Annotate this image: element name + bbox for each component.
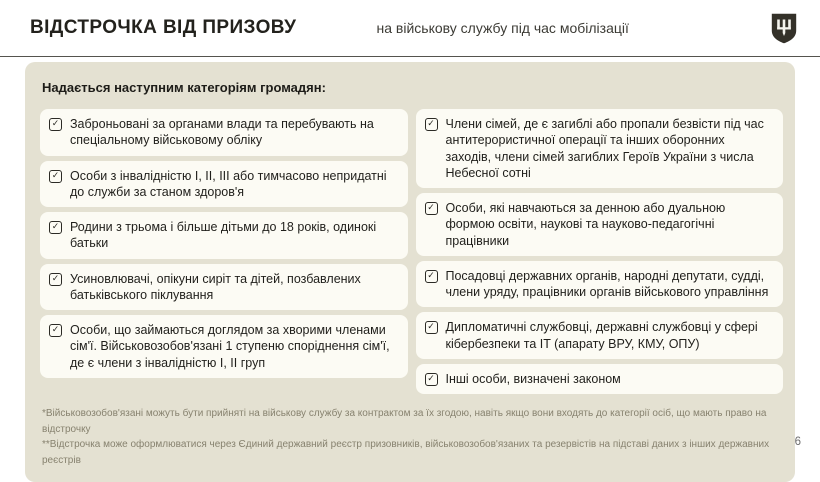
checked-checkbox-icon: ✓ [49,170,62,183]
categories-column-right [416,109,784,394]
page-subtitle: на військову службу під час мобілізації [376,20,629,36]
checked-checkbox-icon: ✓ [425,202,438,215]
category-card [40,161,408,208]
category-text: Дипломатичні службовці, державні службовці у сфері кібербезпеки та IT (апарату ВРУ, КМУ, ОПУ) [445,320,758,351]
category-text: Особи, які навчаються за денною або дуальною формою освіти, наукові та науково-педагогічні працівники [445,201,726,248]
category-card [40,109,408,156]
category-text: Особи, що займаються доглядом за хворими членами сім'ї. Військовозобов'язані 1 ступеню споріднення сім'ї, де є члени з інвалідністю I, II груп [70,323,390,370]
checked-checkbox-icon: ✓ [425,373,438,386]
checked-checkbox-icon: ✓ [49,221,62,234]
category-text: Члени сімей, де є загиблі або пропали безвісти під час антитерористичної операції та інших оборонних заходів, члени сімей загиблих Героїв України з числа Небесної сотні [445,117,764,180]
categories-panel [25,62,795,482]
category-card [416,261,784,308]
page-title: ВІДСТРОЧКА ВІД ПРИЗОВУ [30,17,297,38]
footnotes [42,406,783,468]
checked-checkbox-icon: ✓ [425,321,438,334]
checked-checkbox-icon: ✓ [49,118,62,131]
category-text: Посадовці державних органів, народні депутати, судді, члени уряду, працівники органів військового управління [445,268,769,299]
checked-checkbox-icon: ✓ [425,118,438,131]
categories-column-left [40,109,408,378]
panel-heading: Надається наступним категоріям громадян: [42,80,326,95]
page-number: 6 [794,436,801,448]
slide-header [0,0,820,57]
trident-shield-icon [771,13,797,44]
category-card [40,212,408,259]
category-card [40,264,408,311]
category-text: Інші особи, визначені законом [445,371,621,386]
category-text: Родини з трьома і більше дітьми до 18 років, одинокі батьки [70,220,377,251]
category-text: Особи з інвалідністю I, II, III або тимчасово непридатні до служби за станом здоров'я [70,168,387,199]
checked-checkbox-icon: ✓ [49,273,62,286]
category-card [416,193,784,256]
category-card [40,315,408,378]
category-card [416,312,784,359]
category-card [416,364,784,394]
footnote-registry: **Відстрочка може оформлюватися через Єдиний державний реєстр призовників, військовозобов'язаних та резервістів на підставі даних з інших державних реєстрів [42,439,770,466]
category-text: Усиновлювачі, опікуни сиріт та дітей, позбавлених батьківського піклування [70,271,361,302]
category-card [416,109,784,188]
checked-checkbox-icon: ✓ [425,270,438,283]
footnote-contract: *Військовозобов'язані можуть бути прийняті на військову службу за контрактом за їх згодою, навіть якщо вони входять до категорії осіб, що мають право на відстрочку [42,408,767,435]
categories-columns [40,109,783,394]
checked-checkbox-icon: ✓ [49,324,62,337]
category-text: Заброньовані за органами влади та перебувають на спеціальному військовому обліку [70,117,374,148]
